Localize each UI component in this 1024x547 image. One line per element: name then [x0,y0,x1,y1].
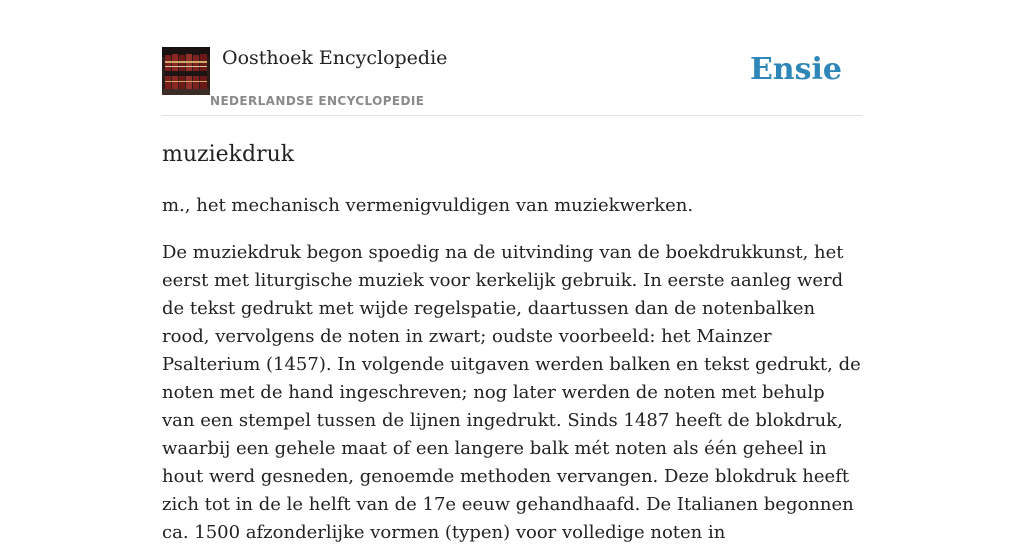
site-title[interactable]: Oosthoek Encyclopedie [222,47,448,69]
article-title: muziekdruk [162,142,295,167]
article [162,140,862,547]
site-subtitle: NEDERLANDSE ENCYCLOPEDIE [210,94,425,108]
article-definition: m., het mechanisch vermenigvuldigen van muziekwerken. [162,195,694,216]
encyclopedia-books-icon [162,47,210,95]
site-header [162,46,862,116]
article-body: De muziekdruk begon spoedig na de uitvinding van de boekdrukkunst, het eerst met liturgische muziek voor kerkelijk gebruik. In eerste aanleg werd de tekst gedrukt met wijde regelspatie, daartussen dan de notenbalken rood, vervolgens de noten in zwart; oudste voorbeeld: het Mainzer Psalterium (1457). In volgende uitgaven werden balken en tekst gedrukt, de noten met de hand ingeschreven; nog later werden de noten met behulp van een stempel tussen de lijnen ingedrukt. Sinds 1487 heeft de blokdruk, waarbij een gehele maat of een langere balk mét noten als één geheel in hout werd gesneden, genoemde methoden vervangen. Deze blokdruk heeft zich tot in de le helft van de 17e eeuw gehandhaafd. De Italianen begonnen ca. 1500 afzonderlijke vormen (typen) voor volledige noten in [162,242,861,543]
brand-logo-link[interactable]: Ensie [749,52,842,87]
site-logo[interactable] [162,47,210,95]
